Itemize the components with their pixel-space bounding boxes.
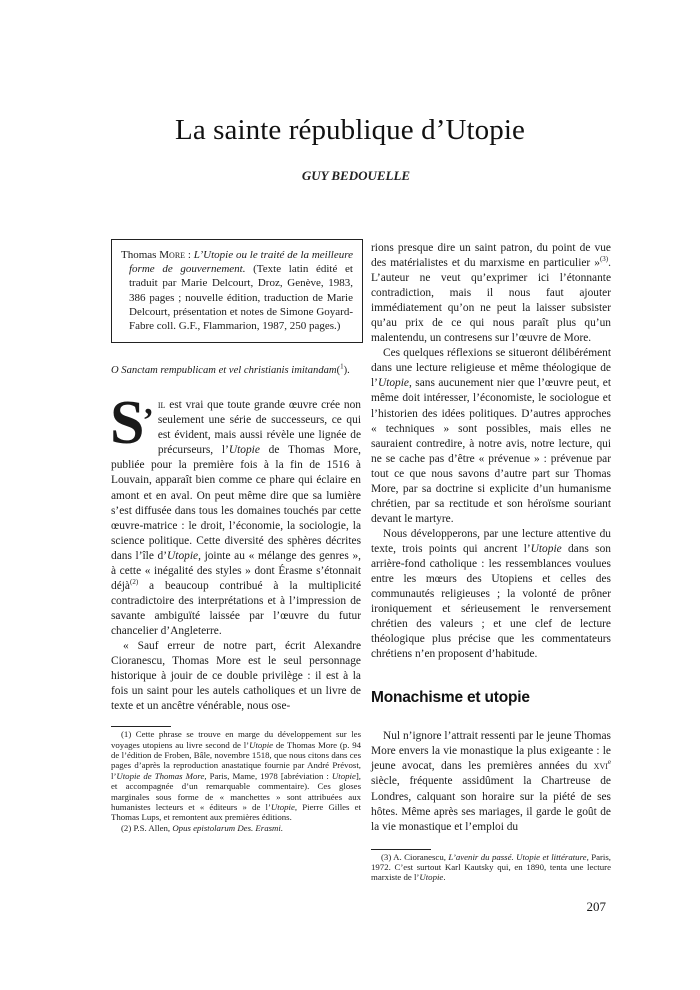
fn1-text-b: de Thomas More (p. 94 de l’édition de Froben, Bâle, novembre 1518, que nous citons dans ces pages d’après la reproduction anastatique fournie par André Prévost, l’ xyxy=(111,739,362,781)
epigraph-text: O Sanctam rempublicam et vel christianis imitandam xyxy=(111,365,337,377)
century-numeral: xvi xyxy=(593,760,608,773)
p1-text-a: est vrai que toute grande œuvre crée non seulement une série de successeurs, ce qui est évident, mais aussi révèle une lignée de précurseurs, l’ xyxy=(157,399,361,457)
century-superscript: e xyxy=(607,758,611,767)
reference-author-last: More xyxy=(159,249,186,261)
small-caps-start: il xyxy=(157,399,166,412)
footnote-2 xyxy=(111,823,361,833)
drop-cap-letter: S xyxy=(110,389,145,458)
epigraph: O Sanctam rempublicam et vel christianis imitandam($^1$). xyxy=(111,362,350,377)
section-p1-text-a: Nul n’ignore l’attrait ressenti par le jeune Thomas More envers la vie monastique la plus exigeante : le jeune avocat, dans les premières années du xyxy=(371,730,611,773)
reference-author-first: Thomas xyxy=(121,249,160,261)
fn3-utopie: Utopie xyxy=(419,872,444,883)
drop-cap-apostrophe: ’ xyxy=(142,402,154,440)
right-column xyxy=(371,241,611,915)
article-author: GUY BEDOUELLE xyxy=(301,168,411,183)
article-title: La sainte république d’Utopie xyxy=(175,114,525,146)
p4-text-a: Nous développerons, par une lecture attentive du texte, trois points qui ancrent l’ xyxy=(371,527,611,555)
fn2-text-a: (2) P.S. Allen, xyxy=(121,822,173,833)
fn1-text-e: , Pierre Gilles et Thomas Lups, et remontent aux premières éditions. xyxy=(111,802,362,823)
drop-cap xyxy=(110,389,154,458)
footnote-3 xyxy=(371,852,611,883)
fn1-text-d: ], et accompagnée d’un remarquable commentaire). Ces gloses marginales sous forme de « manchettes » sont attribuées aux humanistes lecteurs et « éditeurs » de l’ xyxy=(111,770,361,813)
footnote-ref-3[interactable]: (3) xyxy=(599,255,609,264)
footnotes-right xyxy=(371,849,611,883)
fn3-text-a: (3) A. Cioranescu, xyxy=(381,851,449,862)
fn1-text-a: (1) Cette phrase se trouve en marge du développement sur les voyages utopiens au livre second de l’ xyxy=(111,729,361,750)
p1-text-c: , jointe au « mélange des genres », à cette « inégalité des styles » dont Érasme s’étonnait déjà xyxy=(111,549,361,592)
footnote-ref-2[interactable]: (2) xyxy=(129,577,139,586)
reference-book-title: L’Utopie ou le traité de la meilleure forme de gouvernement. xyxy=(129,249,353,276)
section-paragraph-1 xyxy=(371,729,611,834)
fn3-title: L’avenir du passé. Utopie et littérature xyxy=(448,851,587,862)
p3-utopie: Utopie xyxy=(377,377,409,390)
body-paragraph-3 xyxy=(371,346,611,527)
p4-utopie: Utopie xyxy=(530,542,562,555)
p4-text-b: dans son arrière-fond catholique : les ressemblances voulues entre les mœurs des Utopiens et celles des communautés religieuses ; la volonté de prôner ironiquement et sérieusement le renversement chrétien des valeurs ; et une clef de lecture théologique plus précise que les commentateurs chrétiens n’en proposent d’habitude. xyxy=(371,542,611,661)
footnotes-left xyxy=(111,729,361,833)
left-column xyxy=(111,239,361,833)
reference-details: (Texte latin édité et traduit par Marie Delcourt, Droz, Genève, 1983, 386 pages ; nouvelle édition, traduction de Marie Delcourt, présentation et notes de Simone Goyard-Fabre coll. G.F., Flammarion, 1987, 250 pages.) xyxy=(129,263,353,333)
body-paragraph-2-continued xyxy=(371,241,611,346)
p1-utopie-2: Utopie xyxy=(167,549,199,562)
p3-text-b: , sans aucunement nier que l’œuvre peut, et même doit intéresser, l’économiste, le sociologue et l’historien des idées politiques. D’autres approches « techniques » sont possibles, mais elles ne sauraient contredire, à notre avis, notre lecture, qui ne se cache pas d’être « prévenue » : prévenue par tout ce que nous savons d’autre part sur Thomas More, par sa doctrine si explicite d’un humanisme chrétien, par sa rectitude et son héroïsme souriant devant le martyre. xyxy=(371,377,611,525)
p2-cont-text-b: . L’auteur ne veut qu’exprimer ici l’étonnante contradiction, mais il nous faut ajouter immédiatement qu’on ne peut la laisser subsister qu’au prix de ce qui nous paraît plus qu’un malentendu, un contresens sur l’œuvre de More. xyxy=(371,257,611,345)
fn1-text-c: , Paris, Mame, 1978 [abréviation : xyxy=(204,770,332,781)
intro-paragraph-wrap xyxy=(110,389,361,714)
page-number: 207 xyxy=(586,898,606,914)
fn1-utopie-2: Utopie xyxy=(270,802,295,813)
section-heading: Monachisme et utopie xyxy=(371,689,530,707)
fn1-title: Utopie de Thomas More xyxy=(116,770,205,781)
reference-text xyxy=(121,248,353,333)
fn2-title: Opus epistolarum Des. Erasmi. xyxy=(172,822,284,833)
p2-cont-text-a: rions presque dire un saint patron, du point de vue des matérialistes et du marxisme en particulier » xyxy=(371,242,611,270)
footnote-rule-right xyxy=(371,849,431,850)
section-p1-text-b: siècle, fréquente assidûment la Chartreuse de Londres, calquant son horaire sur la piété de ses hôtes. Même après ses mariages, il garde le goût de la vie monastique et l’emploi du xyxy=(371,775,611,833)
fn3-text-c: . xyxy=(443,872,446,883)
p3-text-a: Ces quelques réflexions se situeront délibérément dans une lecture religieuse et même théologique de l’ xyxy=(371,347,611,390)
reference-separator: : xyxy=(185,249,194,261)
footnote-rule xyxy=(111,726,171,727)
epigraph-note-ref[interactable]: 1 xyxy=(340,362,344,371)
fn3-text-b: , Paris, 1972. C’est surtout Karl Kautsky qui, en 1890, tenta une lecture marxiste de l’ xyxy=(371,851,611,883)
p1-utopie-1: Utopie xyxy=(228,444,260,457)
reference-box xyxy=(111,239,363,343)
body-paragraph-4 xyxy=(371,527,611,662)
footnote-1 xyxy=(111,729,361,823)
body-paragraph-1 xyxy=(110,389,361,639)
p1-text-d: a beaucoup contribué à la multiplicité contradictoire des interprétations et à l’impression de savante ambiguïté laissée par l’œuvre du futur chancelier d’Angleterre. xyxy=(111,579,361,637)
body-paragraph-2: « Sauf erreur de notre part, écrit Alexandre Cioranescu, Thomas More est le seul personnage historique à jouir de ce double privilège : il est à la fois un saint pour les autels catholiques et un livre de texte et un ancêtre vénérable, nous ose- xyxy=(111,639,361,713)
fn1-abbr: Utopie xyxy=(331,770,356,781)
p1-text-b: de Thomas More, publiée pour la première fois à la fin de 1516 à Louvain, apparaît bien comme ce phare qui éclaire en amont et en aval. On peut même dire que sa lumière s’est diffusée dans tous les domaines touchés par cette œuvre-matrice : le droit, l’économie, la sociologie, la science politique. Cette diversité des sphères décrites dans l’île d’ xyxy=(111,444,361,562)
fn1-utopie: Utopie xyxy=(249,739,274,750)
